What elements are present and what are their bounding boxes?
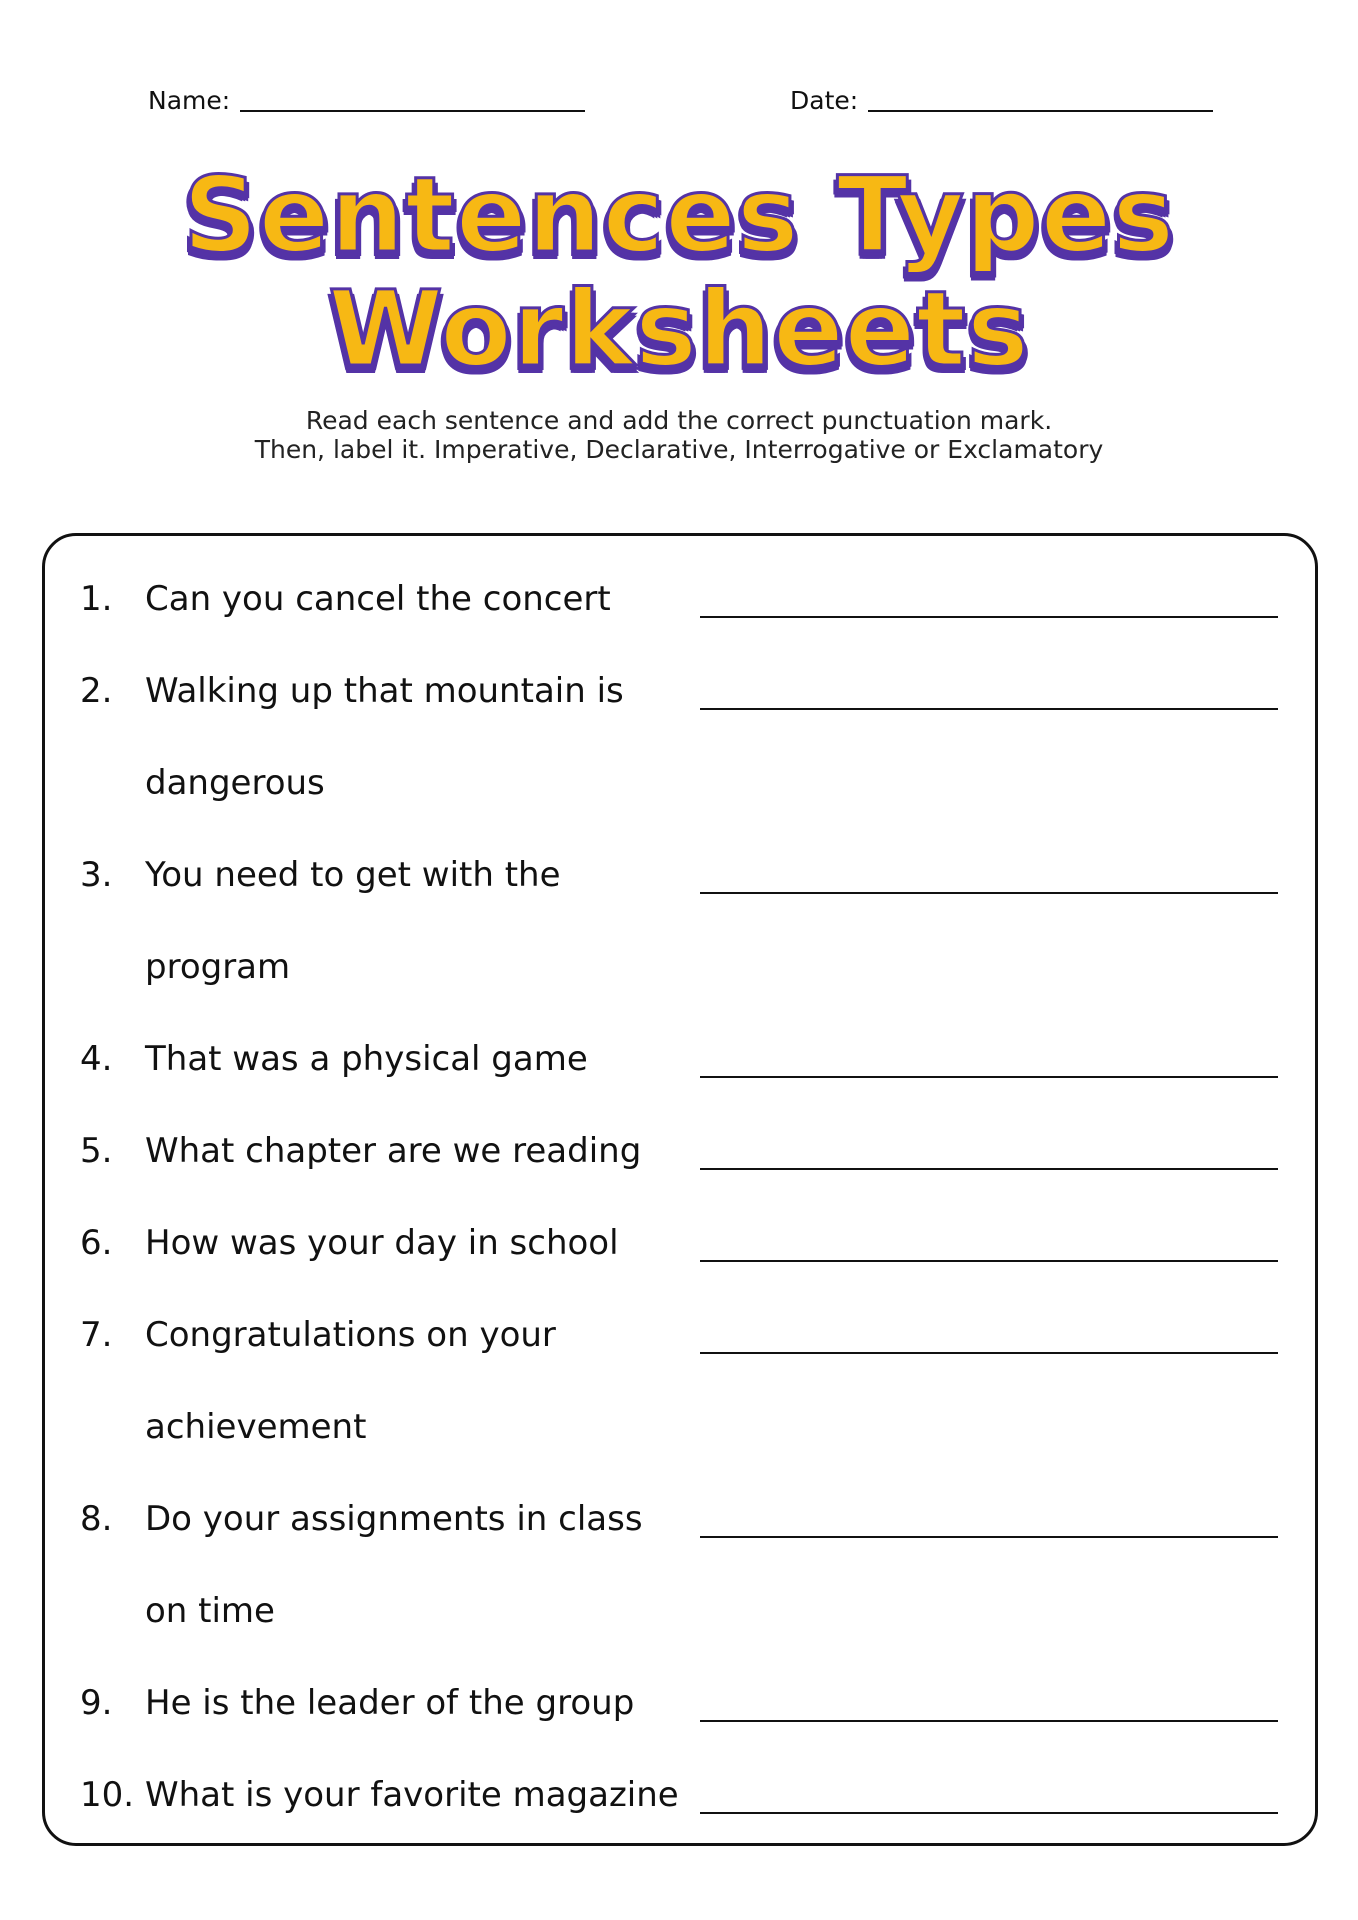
question-text: That was a physical game [145, 1039, 588, 1079]
answer-line-3[interactable] [700, 892, 1278, 894]
question-text-continued: achievement [145, 1407, 367, 1447]
answer-line-8[interactable] [700, 1536, 1278, 1538]
question-number: 6. [80, 1223, 113, 1263]
instructions [0, 406, 1358, 464]
question-number: 3. [80, 855, 113, 895]
question-number: 10. [80, 1775, 135, 1815]
question-number: 1. [80, 579, 113, 619]
question-3-continued [0, 921, 1358, 1013]
question-text: Do your assignments in class [145, 1499, 643, 1539]
question-2-continued [0, 737, 1358, 829]
question-text: Congratulations on your [145, 1315, 556, 1355]
question-text: What is your favorite magazine [145, 1775, 679, 1815]
answer-line-2[interactable] [700, 708, 1278, 710]
question-3 [0, 829, 1358, 921]
question-text: He is the leader of the group [145, 1683, 635, 1723]
answer-line-5[interactable] [700, 1168, 1278, 1170]
title-line-2: Worksheets [328, 268, 1030, 390]
instructions-line-2: Then, label it. Imperative, Declarative, Interrogative or Exclamatory [254, 435, 1104, 464]
question-5 [0, 1105, 1358, 1197]
answer-line-7[interactable] [700, 1352, 1278, 1354]
question-6 [0, 1197, 1358, 1289]
date-blank-line[interactable] [868, 110, 1213, 112]
title-line-1: Sentences Types [182, 154, 1176, 276]
date-label: Date: [790, 86, 859, 115]
question-number: 8. [80, 1499, 113, 1539]
question-10 [0, 1749, 1358, 1841]
question-9 [0, 1657, 1358, 1749]
question-8 [0, 1473, 1358, 1565]
date-field[interactable] [790, 86, 1213, 116]
question-7-continued [0, 1381, 1358, 1473]
question-text: You need to get with the [145, 855, 561, 895]
question-number: 4. [80, 1039, 113, 1079]
question-text: Walking up that mountain is [145, 671, 624, 711]
answer-line-6[interactable] [700, 1260, 1278, 1262]
question-text: Can you cancel the concert [145, 579, 611, 619]
question-2 [0, 645, 1358, 737]
question-text: What chapter are we reading [145, 1131, 642, 1171]
question-7 [0, 1289, 1358, 1381]
question-number: 7. [80, 1315, 113, 1355]
worksheet-title [0, 154, 1358, 390]
name-blank-line[interactable] [240, 110, 585, 112]
name-field[interactable] [148, 86, 585, 116]
question-8-continued [0, 1565, 1358, 1657]
question-text-continued: on time [145, 1591, 275, 1631]
instructions-line-1: Read each sentence and add the correct punctuation mark. [305, 406, 1053, 435]
question-number: 5. [80, 1131, 113, 1171]
question-number: 2. [80, 671, 113, 711]
answer-line-1[interactable] [700, 616, 1278, 618]
question-text: How was your day in school [145, 1223, 619, 1263]
question-text-continued: program [145, 947, 291, 987]
question-text-continued: dangerous [145, 763, 325, 803]
answer-line-10[interactable] [700, 1812, 1278, 1814]
name-label: Name: [148, 86, 231, 115]
question-number: 9. [80, 1683, 113, 1723]
question-1 [0, 553, 1358, 645]
answer-line-4[interactable] [700, 1076, 1278, 1078]
answer-line-9[interactable] [700, 1720, 1278, 1722]
question-4 [0, 1013, 1358, 1105]
